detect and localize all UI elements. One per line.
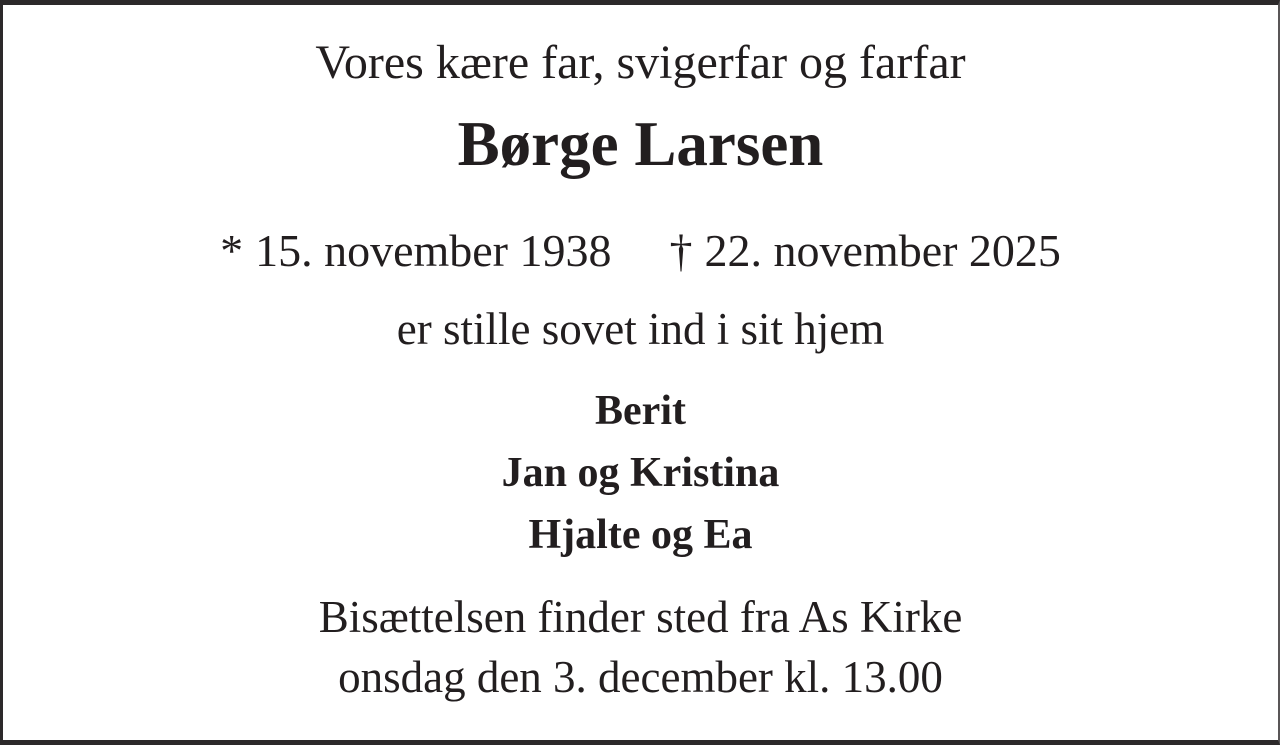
ceremony-info xyxy=(3,588,1278,707)
birth-date-text: 15. november 1938 xyxy=(255,224,612,276)
death-date xyxy=(670,225,1061,278)
life-dates xyxy=(3,225,1278,278)
ceremony-location-line: Bisættelsen finder sted fra As Kirke xyxy=(318,592,963,643)
mourner-line: Hjalte og Ea xyxy=(528,511,753,558)
intro-line: Vores kære far, svigerfar og farfar xyxy=(315,36,966,89)
mourners-list xyxy=(3,381,1278,566)
death-cross-symbol: † xyxy=(669,224,693,276)
deceased-name: Børge Larsen xyxy=(457,109,824,180)
birth-date xyxy=(220,225,611,278)
mourner-line: Berit xyxy=(595,388,686,435)
birth-star-symbol: * xyxy=(220,224,244,276)
ceremony-time-line: onsdag den 3. december kl. 13.00 xyxy=(338,651,943,702)
mourner-line: Jan og Kristina xyxy=(501,450,780,496)
passing-description: er stille sovet ind i sit hjem xyxy=(396,303,885,354)
death-date-text: 22. november 2025 xyxy=(704,224,1061,276)
